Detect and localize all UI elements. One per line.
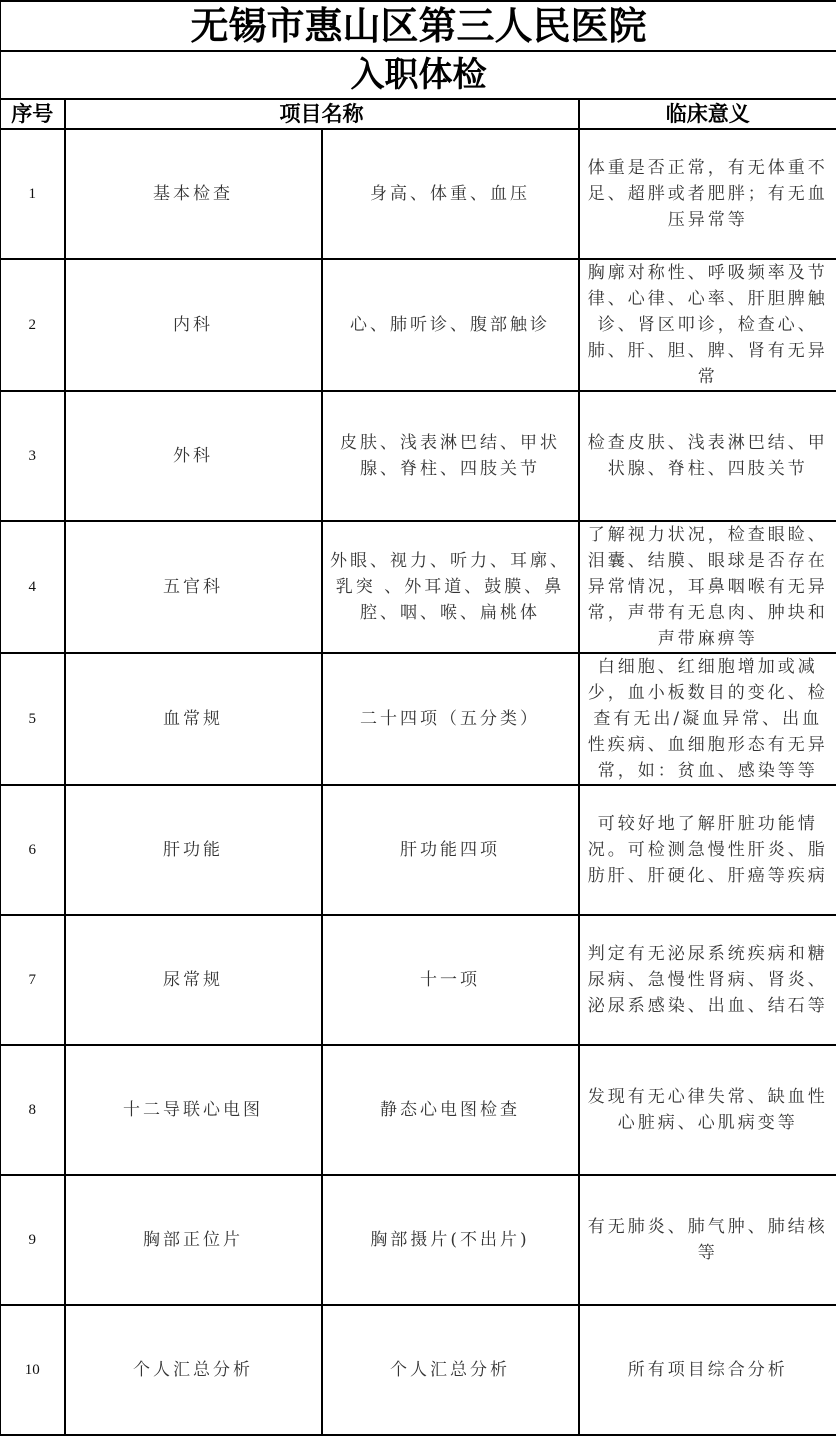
row-index: 4: [1, 521, 65, 653]
row-meaning: 了解视力状况，检查眼睑、泪囊、结膜、眼球是否存在异常情况，耳鼻咽喉有无异常，声带有无息肉、肿块和声带麻痹等: [579, 521, 836, 653]
table-row: [1, 391, 836, 521]
row-index: 6: [1, 785, 65, 915]
row-meaning: 体重是否正常，有无体重不足、超胖或者肥胖；有无血压异常等: [579, 129, 836, 259]
row-meaning: 所有项目综合分析: [579, 1305, 836, 1435]
row-item: 个人汇总分析: [322, 1305, 579, 1435]
hospital-title: 无锡市惠山区第三人民医院: [1, 1, 836, 51]
table-row: [1, 521, 836, 653]
row-meaning: 发现有无心律失常、缺血性心脏病、心肌病变等: [579, 1045, 836, 1175]
table-row: [1, 915, 836, 1045]
row-index: 8: [1, 1045, 65, 1175]
row-category: 十二导联心电图: [65, 1045, 322, 1175]
row-category: 尿常规: [65, 915, 322, 1045]
row-category: 血常规: [65, 653, 322, 785]
row-meaning: 白细胞、红细胞增加或减少，血小板数目的变化、检查有无出/凝血异常、出血性疾病、血细胞形态有无异常，如：贫血、感染等等: [579, 653, 836, 785]
row-item: 静态心电图检查: [322, 1045, 579, 1175]
table-row: [1, 653, 836, 785]
table-row: [1, 1175, 836, 1305]
row-category: 个人汇总分析: [65, 1305, 322, 1435]
title-row: [1, 1, 836, 51]
subtitle-row: [1, 51, 836, 99]
row-meaning: 可较好地了解肝脏功能情况。可检测急慢性肝炎、脂肪肝、肝硬化、肝癌等疾病: [579, 785, 836, 915]
row-item: 胸部摄片(不出片): [322, 1175, 579, 1305]
table-row: [1, 129, 836, 259]
row-item: 身高、体重、血压: [322, 129, 579, 259]
row-item: 外眼、视力、听力、耳廓、乳突 、外耳道、鼓膜、鼻腔、咽、喉、扁桃体: [322, 521, 579, 653]
row-item: 肝功能四项: [322, 785, 579, 915]
row-index: 10: [1, 1305, 65, 1435]
table-row: [1, 259, 836, 391]
row-index: 7: [1, 915, 65, 1045]
row-meaning: 检查皮肤、浅表淋巴结、甲状腺、脊柱、四肢关节: [579, 391, 836, 521]
table-row: [1, 1045, 836, 1175]
row-meaning: 有无肺炎、肺气肿、肺结核等: [579, 1175, 836, 1305]
document-subtitle: 入职体检: [1, 51, 836, 99]
table-row: [1, 1305, 836, 1435]
row-category: 内科: [65, 259, 322, 391]
row-category: 外科: [65, 391, 322, 521]
header-item-name: 项目名称: [65, 99, 579, 129]
row-category: 胸部正位片: [65, 1175, 322, 1305]
row-item: 心、肺听诊、腹部触诊: [322, 259, 579, 391]
row-category: 五官科: [65, 521, 322, 653]
row-meaning: 胸廓对称性、呼吸频率及节律、心律、心率、肝胆脾触诊、肾区叩诊，检查心、肺、肝、胆、脾、肾有无异常: [579, 259, 836, 391]
table-header-row: [1, 99, 836, 129]
row-index: 5: [1, 653, 65, 785]
row-item: 十一项: [322, 915, 579, 1045]
row-index: 2: [1, 259, 65, 391]
row-meaning: 判定有无泌尿系统疾病和糖尿病、急慢性肾病、肾炎、泌尿系感染、出血、结石等: [579, 915, 836, 1045]
row-category: 基本检查: [65, 129, 322, 259]
header-clinical-meaning: 临床意义: [579, 99, 836, 129]
table-row: [1, 785, 836, 915]
row-index: 9: [1, 1175, 65, 1305]
header-index: 序号: [1, 99, 65, 129]
row-index: 1: [1, 129, 65, 259]
row-category: 肝功能: [65, 785, 322, 915]
row-item: 二十四项（五分类）: [322, 653, 579, 785]
row-item: 皮肤、浅表淋巴结、甲状腺、脊柱、四肢关节: [322, 391, 579, 521]
row-index: 3: [1, 391, 65, 521]
